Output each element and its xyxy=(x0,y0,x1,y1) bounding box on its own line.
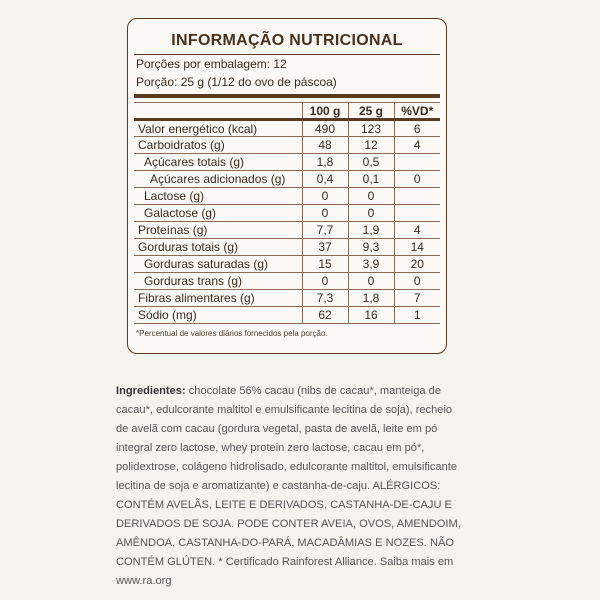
value-vd: 14 xyxy=(394,239,440,256)
ingredients-text: chocolate 56% cacau (nibs de cacau*, manteiga de cacau*, edulcorante maltitol e emulsificante lecitina de soja), recheio de avelã com cacau (gordura vegetal, pasta de avelã, leite em pó integral zero lactose, whey protein zero lactose, cacau em pó*, polidextrose, colágeno hidrolisado, edulcorante maltitol, emulsificante lecitina de soja e aromatizante) e castanha-de-caju. ALÉRGICOS: CONTÉM AVELÃS, LEITE E DERIVADOS, CASTANHA-DE-CAJU E DERIVADOS DE SOJA. PODE CONTER AVEIA, OVOS, AMENDOIM, AMÊNDOA, CASTANHA-DO-PARÁ, MACADÂMIAS E NOZES. NÃO CONTÉM GLÚTEN. * Certificado Rainforest Alliance. Saiba mais em www.ra.org xyxy=(116,385,461,587)
value-100g: 37 xyxy=(302,239,348,256)
value-100g: 1,8 xyxy=(302,154,348,171)
header-25g: 25 g xyxy=(348,103,394,120)
value-25g: 9,3 xyxy=(348,239,394,256)
table-row xyxy=(134,256,440,273)
value-25g: 16 xyxy=(348,307,394,324)
header-100g: 100 g xyxy=(302,103,348,120)
value-vd: 7 xyxy=(394,290,440,307)
header-nutrient xyxy=(134,103,302,120)
table-row xyxy=(134,307,440,324)
value-100g: 0 xyxy=(302,273,348,290)
ingredients-heading: Ingredientes: xyxy=(116,385,186,397)
value-100g: 15 xyxy=(302,256,348,273)
ingredients-block xyxy=(116,382,464,591)
value-vd xyxy=(394,154,440,171)
table-row xyxy=(134,205,440,222)
value-25g: 1,9 xyxy=(348,222,394,239)
value-25g: 12 xyxy=(348,137,394,154)
table-row xyxy=(134,120,440,137)
nutrient-name: Sódio (mg) xyxy=(134,307,302,324)
table-row xyxy=(134,239,440,256)
table-row xyxy=(134,188,440,205)
value-vd: 4 xyxy=(394,137,440,154)
value-100g: 48 xyxy=(302,137,348,154)
table-row xyxy=(134,273,440,290)
header-vd: %VD* xyxy=(394,103,440,120)
nutrient-name: Valor energético (kcal) xyxy=(134,120,302,137)
thick-divider xyxy=(134,94,440,98)
nutrition-table xyxy=(134,102,440,324)
value-25g: 0 xyxy=(348,273,394,290)
table-header-row xyxy=(134,103,440,120)
nutrient-name: Carboidratos (g) xyxy=(134,137,302,154)
value-vd xyxy=(394,205,440,222)
value-100g: 0 xyxy=(302,188,348,205)
nutrition-facts-label xyxy=(127,18,447,354)
value-100g: 7,3 xyxy=(302,290,348,307)
table-row xyxy=(134,154,440,171)
label-title: INFORMAÇÃO NUTRICIONAL xyxy=(171,32,403,49)
nutrient-name: Galactose (g) xyxy=(134,205,302,222)
value-vd: 20 xyxy=(394,256,440,273)
nutrient-name: Fibras alimentares (g) xyxy=(134,290,302,307)
value-vd: 0 xyxy=(394,273,440,290)
value-vd: 0 xyxy=(394,171,440,188)
table-row xyxy=(134,137,440,154)
value-vd: 6 xyxy=(394,120,440,137)
value-25g: 0,5 xyxy=(348,154,394,171)
nutrient-name: Proteínas (g) xyxy=(134,222,302,239)
nutrient-name: Gorduras saturadas (g) xyxy=(134,256,302,273)
portion-size: Porção: 25 g (1/12 do ovo de páscoa) xyxy=(136,75,337,89)
value-25g: 1,8 xyxy=(348,290,394,307)
nutrient-name: Açúcares adicionados (g) xyxy=(134,171,302,188)
servings-per-package: Porções por embalagem: 12 xyxy=(136,57,287,71)
value-100g: 0 xyxy=(302,205,348,222)
value-100g: 490 xyxy=(302,120,348,137)
value-vd xyxy=(394,188,440,205)
footnote: *Percentual de valores diários fornecidos pela porção. xyxy=(136,329,328,338)
value-25g: 0,1 xyxy=(348,171,394,188)
value-100g: 7,7 xyxy=(302,222,348,239)
value-vd: 1 xyxy=(394,307,440,324)
value-25g: 3,9 xyxy=(348,256,394,273)
nutrient-name: Gorduras totais (g) xyxy=(134,239,302,256)
value-100g: 62 xyxy=(302,307,348,324)
table-row xyxy=(134,222,440,239)
value-25g: 0 xyxy=(348,188,394,205)
table-row xyxy=(134,290,440,307)
table-row xyxy=(134,171,440,188)
nutrient-name: Açúcares totais (g) xyxy=(134,154,302,171)
nutrient-name: Gorduras trans (g) xyxy=(134,273,302,290)
value-25g: 123 xyxy=(348,120,394,137)
value-25g: 0 xyxy=(348,205,394,222)
nutrient-name: Lactose (g) xyxy=(134,188,302,205)
value-vd: 4 xyxy=(394,222,440,239)
value-100g: 0,4 xyxy=(302,171,348,188)
